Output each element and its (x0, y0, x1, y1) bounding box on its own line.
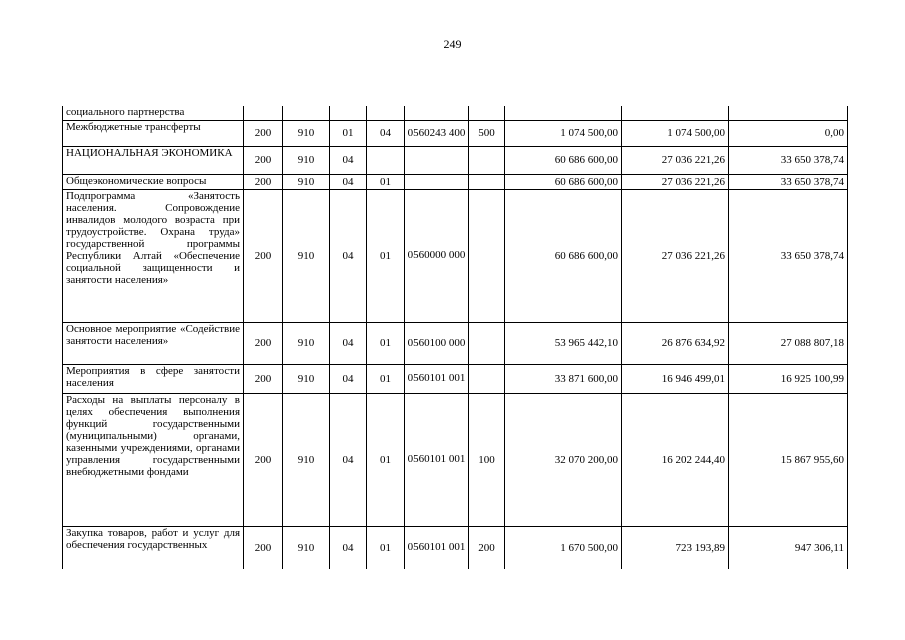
table-row (63, 106, 848, 120)
admin-code: 200 (244, 120, 283, 146)
expense-type-code (469, 322, 505, 364)
target-article-code (405, 106, 469, 120)
section-code: 04 (330, 146, 367, 174)
section-code: 04 (330, 174, 367, 189)
remaining-amount: 15 867 955,60 (729, 393, 848, 526)
grbs-code: 910 (283, 174, 330, 189)
subsection-code: 01 (367, 526, 405, 569)
expense-type-code (469, 174, 505, 189)
approved-amount: 60 686 600,00 (505, 189, 622, 322)
budget-item-name: НАЦИОНАЛЬНАЯ ЭКОНОМИКА (63, 146, 244, 174)
approved-amount: 32 070 200,00 (505, 393, 622, 526)
section-code: 04 (330, 393, 367, 526)
section-code: 01 (330, 120, 367, 146)
subsection-code: 01 (367, 322, 405, 364)
subsection-code: 01 (367, 393, 405, 526)
section-code: 04 (330, 526, 367, 569)
subsection-code: 01 (367, 364, 405, 393)
subsection-code (367, 146, 405, 174)
admin-code: 200 (244, 174, 283, 189)
expense-type-code: 500 (469, 120, 505, 146)
grbs-code: 910 (283, 146, 330, 174)
subsection-code (367, 106, 405, 120)
approved-amount: 60 686 600,00 (505, 146, 622, 174)
budget-item-name: Мероприятия в сфере занятости населения (63, 364, 244, 393)
expense-type-code (469, 189, 505, 322)
grbs-code (283, 106, 330, 120)
admin-code: 200 (244, 393, 283, 526)
executed-amount (622, 106, 729, 120)
section-code: 04 (330, 322, 367, 364)
executed-amount: 27 036 221,26 (622, 174, 729, 189)
page-number: 249 (443, 37, 462, 51)
budget-item-name: Подпрограмма «Занятость населения. Сопровождение инвалидов молодого возраста при трудоустройстве. Охрана труда» государственной программы Республики Алтай «Обеспечение социальной защищенности и занятости населения» (63, 189, 244, 322)
admin-code: 200 (244, 526, 283, 569)
grbs-code: 910 (283, 120, 330, 146)
remaining-amount: 0,00 (729, 120, 848, 146)
remaining-amount: 33 650 378,74 (729, 189, 848, 322)
grbs-code: 910 (283, 189, 330, 322)
executed-amount: 27 036 221,26 (622, 146, 729, 174)
approved-amount (505, 106, 622, 120)
budget-table-container (62, 106, 848, 569)
table-row (63, 120, 848, 146)
grbs-code: 910 (283, 526, 330, 569)
grbs-code: 910 (283, 322, 330, 364)
grbs-code: 910 (283, 393, 330, 526)
section-code: 04 (330, 189, 367, 322)
executed-amount: 16 946 499,01 (622, 364, 729, 393)
budget-item-name: Расходы на выплаты персоналу в целях обеспечения выполнения функций государственными (муниципальными) органами, казенными учреждениями, органами управления государственными внебюджетными фондами (63, 393, 244, 526)
approved-amount: 33 871 600,00 (505, 364, 622, 393)
target-article-code: 0560100 000 (405, 322, 469, 364)
section-code: 04 (330, 364, 367, 393)
budget-item-name: социального партнерства (63, 106, 244, 120)
remaining-amount: 16 925 100,99 (729, 364, 848, 393)
budget-item-name: Основное мероприятие «Содействие занятости населения» (63, 322, 244, 364)
remaining-amount: 947 306,11 (729, 526, 848, 569)
admin-code: 200 (244, 189, 283, 322)
table-row (63, 393, 848, 526)
expense-type-code (469, 106, 505, 120)
table-row (63, 322, 848, 364)
section-code (330, 106, 367, 120)
subsection-code: 01 (367, 189, 405, 322)
target-article-code (405, 174, 469, 189)
executed-amount: 27 036 221,26 (622, 189, 729, 322)
table-row (63, 146, 848, 174)
subsection-code: 04 (367, 120, 405, 146)
table-row (63, 174, 848, 189)
target-article-code: 0560101 001 (405, 526, 469, 569)
executed-amount: 1 074 500,00 (622, 120, 729, 146)
target-article-code: 0560243 400 (405, 120, 469, 146)
table-body (63, 106, 848, 569)
budget-item-name: Общеэкономические вопросы (63, 174, 244, 189)
target-article-code: 0560101 001 (405, 364, 469, 393)
approved-amount: 1 670 500,00 (505, 526, 622, 569)
expense-type-code (469, 146, 505, 174)
budget-item-name: Закупка товаров, работ и услуг для обеспечения государственных (63, 526, 244, 569)
expense-type-code (469, 364, 505, 393)
table-row (63, 364, 848, 393)
target-article-code (405, 146, 469, 174)
approved-amount: 60 686 600,00 (505, 174, 622, 189)
remaining-amount: 33 650 378,74 (729, 174, 848, 189)
remaining-amount: 33 650 378,74 (729, 146, 848, 174)
admin-code: 200 (244, 322, 283, 364)
target-article-code: 0560000 000 (405, 189, 469, 322)
budget-item-name: Межбюджетные трансферты (63, 120, 244, 146)
approved-amount: 53 965 442,10 (505, 322, 622, 364)
target-article-code: 0560101 001 (405, 393, 469, 526)
admin-code: 200 (244, 364, 283, 393)
remaining-amount: 27 088 807,18 (729, 322, 848, 364)
executed-amount: 723 193,89 (622, 526, 729, 569)
executed-amount: 26 876 634,92 (622, 322, 729, 364)
admin-code (244, 106, 283, 120)
budget-table (62, 106, 848, 569)
expense-type-code: 200 (469, 526, 505, 569)
executed-amount: 16 202 244,40 (622, 393, 729, 526)
expense-type-code: 100 (469, 393, 505, 526)
table-row (63, 189, 848, 322)
remaining-amount (729, 106, 848, 120)
table-row (63, 526, 848, 569)
admin-code: 200 (244, 146, 283, 174)
grbs-code: 910 (283, 364, 330, 393)
approved-amount: 1 074 500,00 (505, 120, 622, 146)
subsection-code: 01 (367, 174, 405, 189)
